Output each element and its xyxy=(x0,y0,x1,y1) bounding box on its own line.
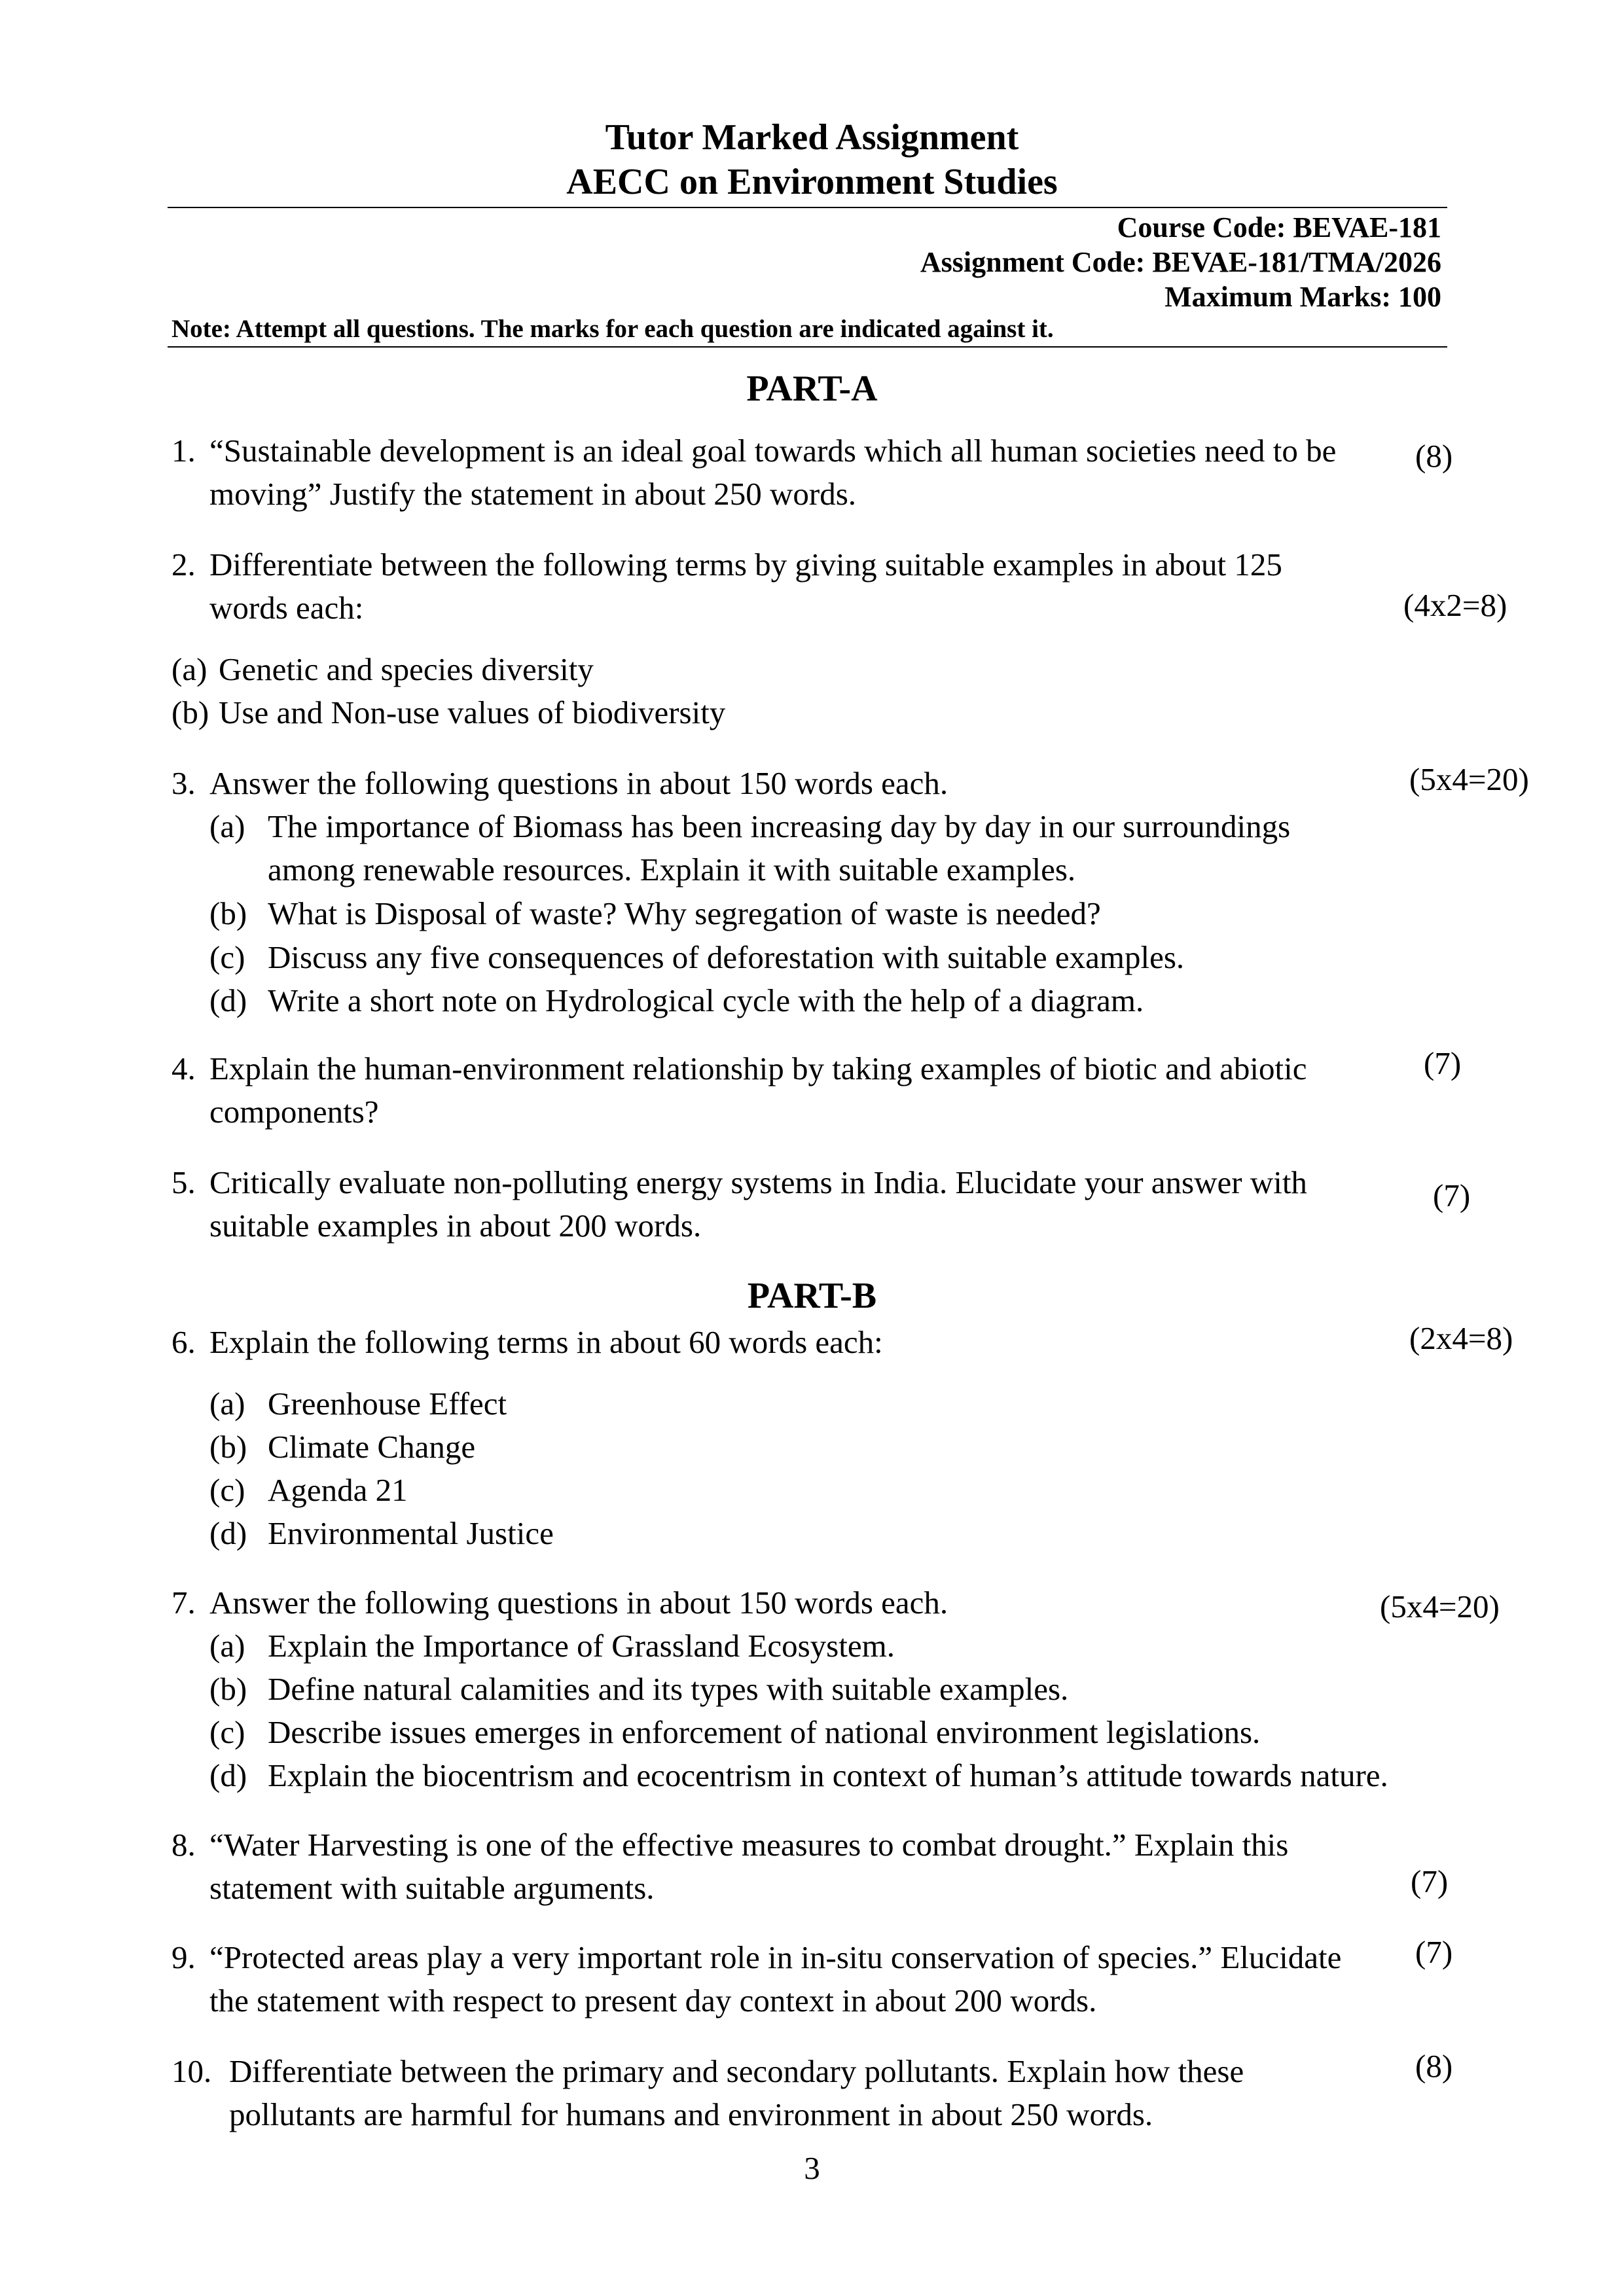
question-text-line: the statement with respect to present day context in about 200 words. xyxy=(209,1982,1097,2018)
question-text-line: pollutants are harmful for humans and environment in about 250 words. xyxy=(229,2096,1153,2132)
sub-question-label: (a) xyxy=(209,1386,245,1422)
assignment-code: Assignment Code: BEVAE-181/TMA/2026 xyxy=(920,246,1441,278)
sub-question-text: What is Disposal of waste? Why segregation of waste is needed? xyxy=(268,895,1101,931)
sub-question-text: among renewable resources. Explain it with suitable examples. xyxy=(268,852,1076,888)
header-divider xyxy=(168,207,1447,208)
course-code: Course Code: BEVAE-181 xyxy=(1117,211,1441,243)
question-number: 6. xyxy=(171,1324,196,1360)
question-number: 9. xyxy=(171,1939,196,1975)
question-text-line: components? xyxy=(209,1094,379,1130)
sub-question-text: Describe issues emerges in enforcement of national environment legislations. xyxy=(268,1714,1261,1750)
sub-question-text: Environmental Justice xyxy=(268,1515,554,1551)
question-text-line: Explain the human-environment relationship by taking examples of biotic and abiotic xyxy=(209,1050,1307,1086)
page-number: 3 xyxy=(804,2150,820,2186)
sub-question-text: Climate Change xyxy=(268,1429,476,1465)
part-b-heading: PART-B xyxy=(747,1276,877,1316)
question-marks: (8) xyxy=(1415,438,1453,474)
maximum-marks: Maximum Marks: 100 xyxy=(1164,281,1441,313)
question-text: Answer the following questions in about 150 words each. xyxy=(209,765,948,801)
sub-question-text: Explain the biocentrism and ecocentrism in context of human’s attitude towards nature. xyxy=(268,1757,1388,1793)
question-marks: (2x4=8) xyxy=(1409,1320,1513,1356)
question-text-line: statement with suitable arguments. xyxy=(209,1870,655,1906)
question-text: Answer the following questions in about 150 words each. xyxy=(209,1585,948,1621)
question-number: 3. xyxy=(171,765,196,801)
question-number: 4. xyxy=(171,1050,196,1086)
sub-question-text: The importance of Biomass has been increasing day by day in our surroundings xyxy=(268,808,1291,844)
instructions-note: Note: Attempt all questions. The marks for each question are indicated against it. xyxy=(171,315,1054,343)
question-marks: (7) xyxy=(1433,1177,1471,1213)
sub-question-label: (d) xyxy=(209,982,247,1018)
sub-question-label: (a) xyxy=(209,808,245,844)
sub-question-text: Define natural calamities and its types with suitable examples. xyxy=(268,1671,1069,1707)
sub-question-label: (b) xyxy=(209,895,247,931)
sub-question-text: Agenda 21 xyxy=(268,1472,408,1508)
sub-question-text: Discuss any five consequences of deforestation with suitable examples. xyxy=(268,939,1185,975)
sub-question-label: (c) xyxy=(209,1472,245,1508)
question-number: 10. xyxy=(171,2053,212,2089)
question-text-line: words each: xyxy=(209,590,364,626)
part-a-heading: PART-A xyxy=(746,368,878,409)
sub-question-label: (c) xyxy=(209,939,245,975)
question-number: 7. xyxy=(171,1585,196,1621)
question-text-line: “Water Harvesting is one of the effective measures to combat drought.” Explain this xyxy=(209,1827,1289,1863)
sub-question-text: Write a short note on Hydrological cycle with the help of a diagram. xyxy=(268,982,1144,1018)
question-text-line: Differentiate between the primary and secondary pollutants. Explain how these xyxy=(229,2053,1244,2089)
sub-question-label: (b) xyxy=(209,1429,247,1465)
sub-question-label: (d) xyxy=(209,1515,247,1551)
question-marks: (7) xyxy=(1411,1863,1449,1899)
sub-question-text: Explain the Importance of Grassland Ecosystem. xyxy=(268,1628,895,1664)
question-number: 1. xyxy=(171,433,196,469)
sub-question-label: (b) xyxy=(171,694,209,730)
assignment-title: Tutor Marked Assignment xyxy=(605,117,1019,158)
sub-question-label: (a) xyxy=(171,651,208,687)
question-text-line: Differentiate between the following terms by giving suitable examples in about 125 xyxy=(209,547,1282,583)
question-number: 5. xyxy=(171,1164,196,1200)
sub-question-text: Greenhouse Effect xyxy=(268,1386,507,1422)
question-marks: (7) xyxy=(1424,1045,1462,1081)
assignment-subtitle: AECC on Environment Studies xyxy=(566,162,1058,202)
question-text-line: suitable examples in about 200 words. xyxy=(209,1208,702,1244)
sub-question-text: Use and Non-use values of biodiversity xyxy=(219,694,726,730)
question-text-line: Critically evaluate non-polluting energy systems in India. Elucidate your answer with xyxy=(209,1164,1307,1200)
question-marks: (5x4=20) xyxy=(1409,761,1529,797)
sub-question-label: (c) xyxy=(209,1714,245,1750)
question-text-line: “Sustainable development is an ideal goal towards which all human societies need to be xyxy=(209,433,1337,469)
sub-question-label: (b) xyxy=(209,1671,247,1707)
question-marks: (4x2=8) xyxy=(1403,587,1507,623)
question-text-line: moving” Justify the statement in about 250 words. xyxy=(209,476,857,512)
question-marks: (8) xyxy=(1415,2048,1453,2084)
question-number: 2. xyxy=(171,547,196,583)
sub-question-text: Genetic and species diversity xyxy=(219,651,594,687)
question-marks: (7) xyxy=(1415,1934,1453,1970)
question-number: 8. xyxy=(171,1827,196,1863)
sub-question-label: (a) xyxy=(209,1628,245,1664)
question-text-line: “Protected areas play a very important role in in-situ conservation of species.” Elucidate xyxy=(209,1939,1342,1975)
question-marks: (5x4=20) xyxy=(1380,1588,1500,1624)
note-divider xyxy=(168,346,1447,348)
sub-question-label: (d) xyxy=(209,1757,247,1793)
question-text: Explain the following terms in about 60 words each: xyxy=(209,1324,883,1360)
